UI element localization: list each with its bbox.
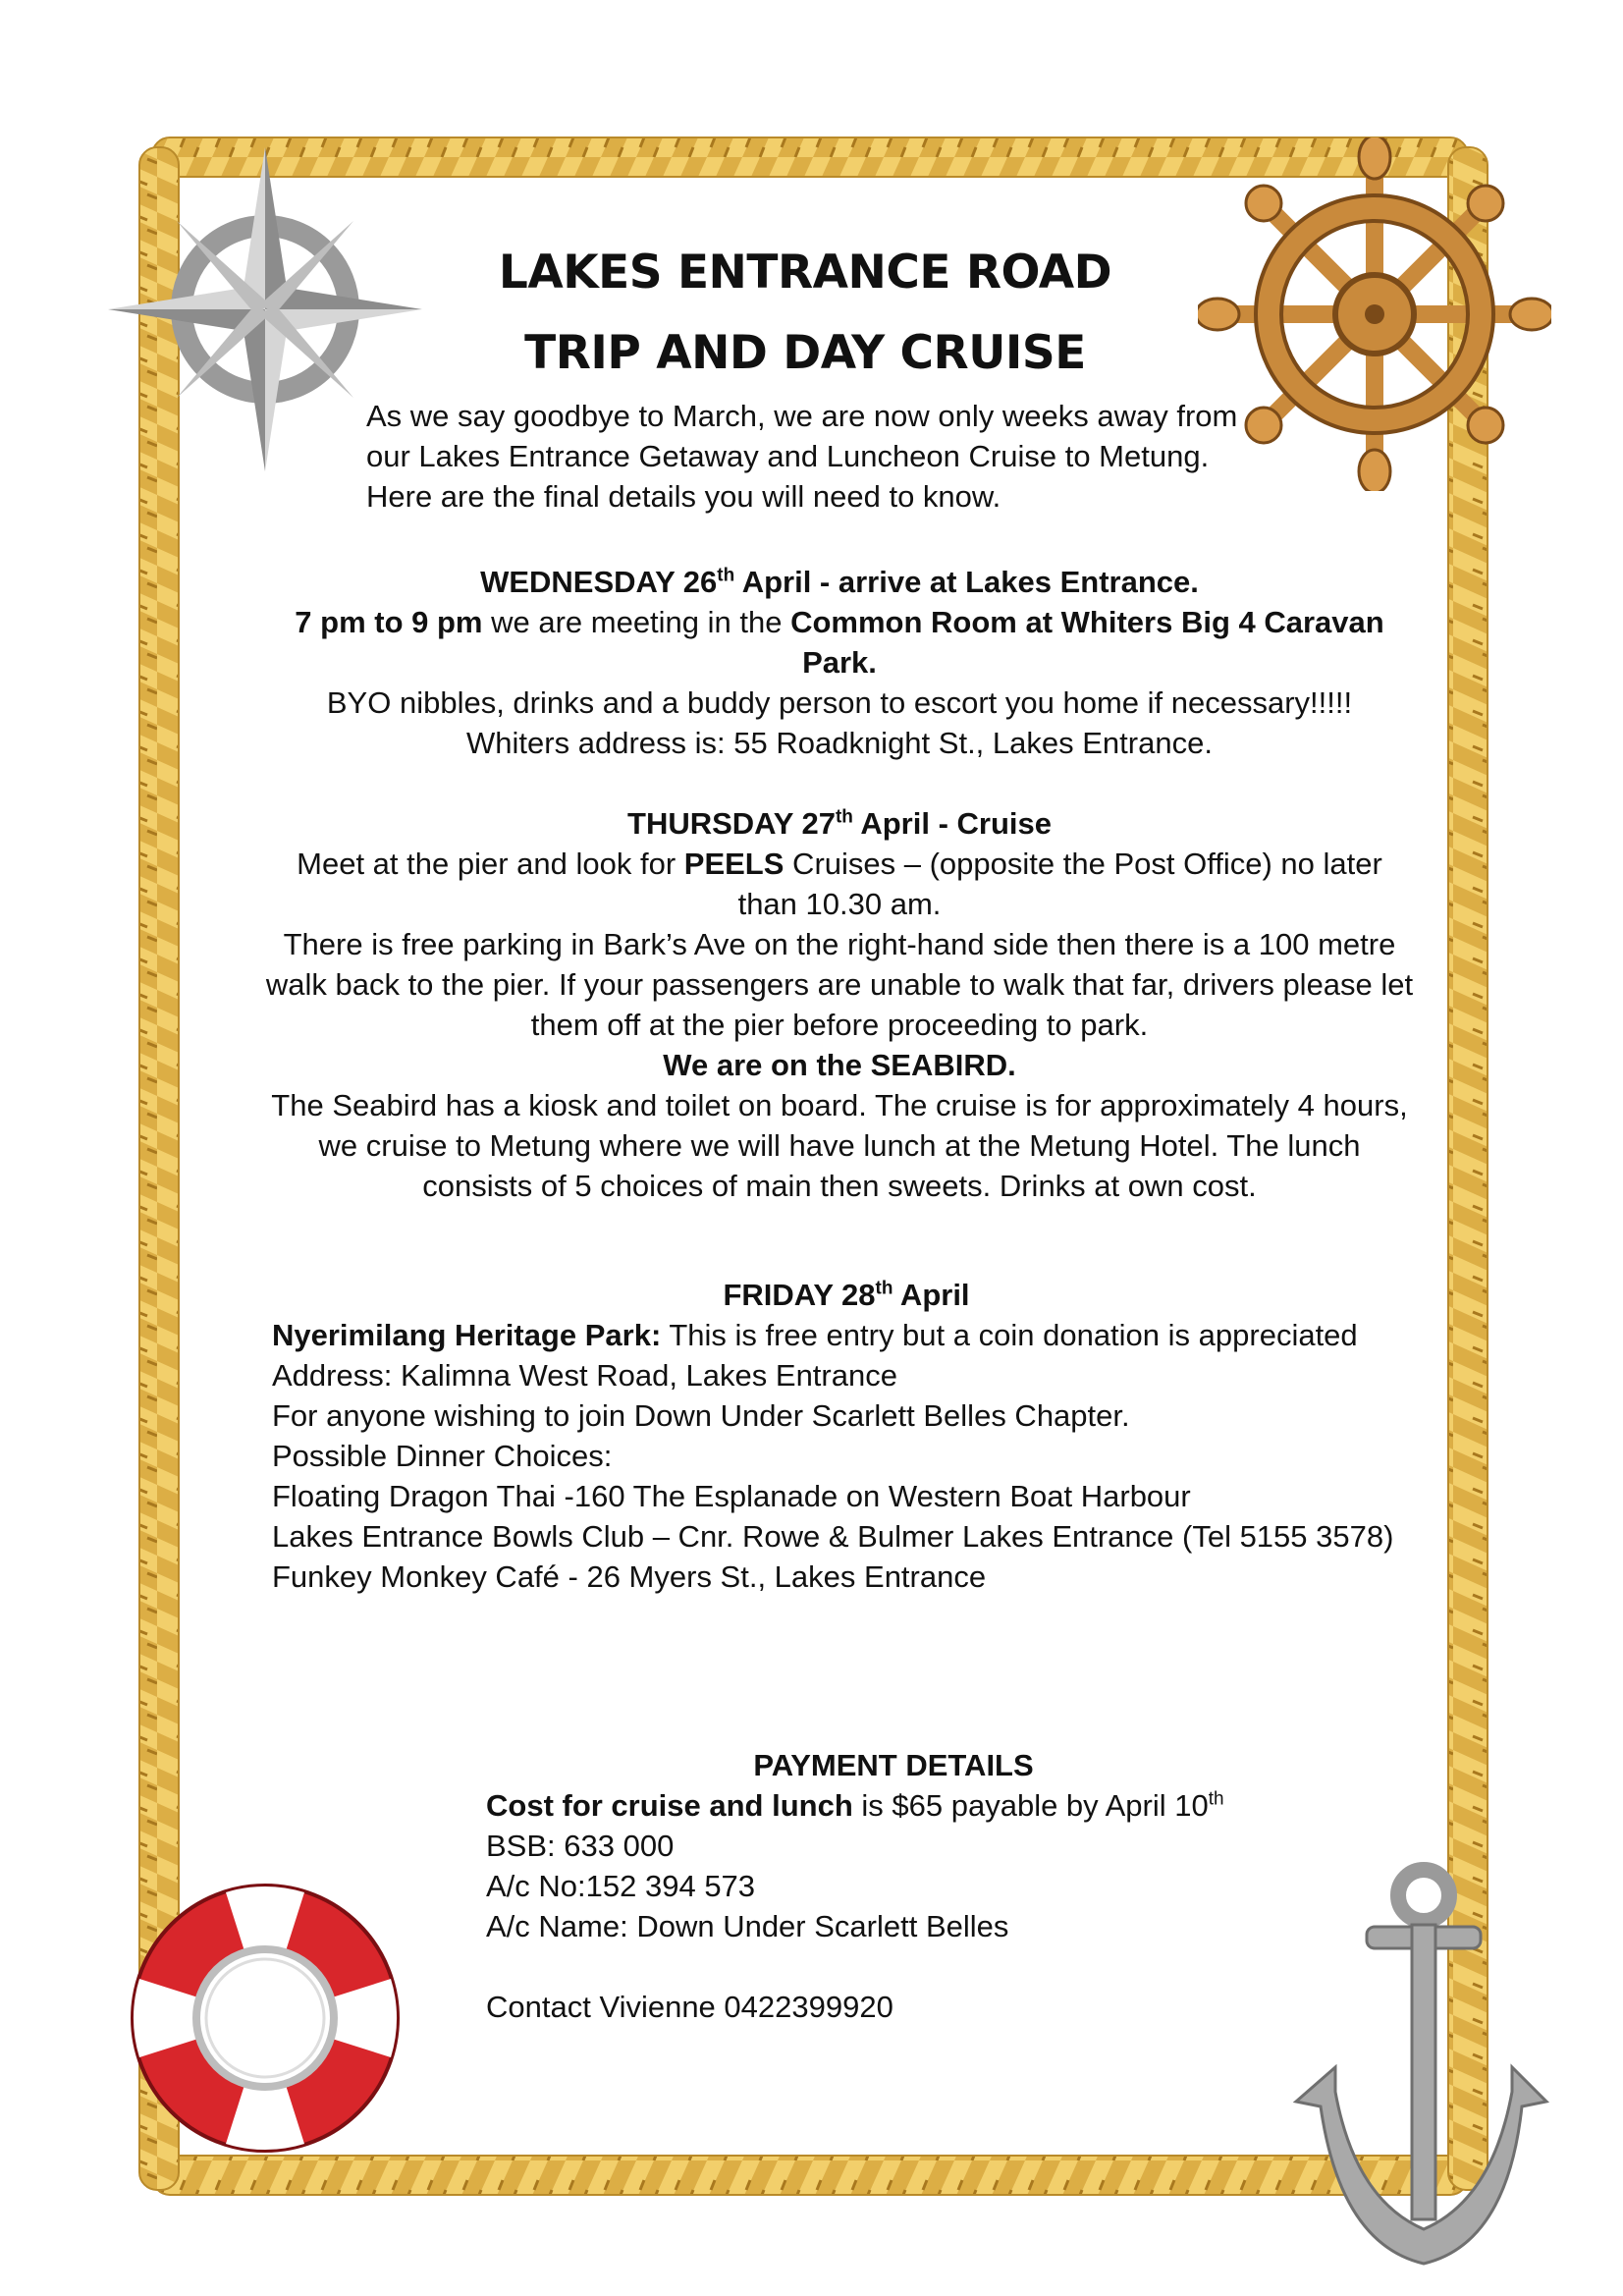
thursday-details: The Seabird has a kiosk and toilet on board. The cruise is for approximately 4 hours, we cruise to Metung where we will have lunch at the Metung Hotel. The lunch consists of 5 choices of main then sweets. Drinks at own cost. [271,1088,1408,1203]
wednesday-meeting: 7 pm to 9 pm we are meeting in the Common Room at Whiters Big 4 Caravan Park. [295,605,1384,680]
page-title-line-1: LAKES ENTRANCE ROAD [498,246,1112,300]
spacer [486,1946,1271,1987]
dinner-choice: Funkey Monkey Café - 26 Myers St., Lakes Entrance [272,1559,987,1594]
wednesday-byo: BYO nibbles, drinks and a buddy person to escort you home if necessary!!!!! [326,685,1353,720]
payment-details [486,1785,1271,2027]
payment-cost: Cost for cruise and lunch is $65 payable by April 10th [486,1788,1224,1823]
payment-account-name: A/c Name: Down Under Scarlett Belles [486,1909,1009,1943]
life-ring-icon [118,1856,412,2180]
payment-account-number: A/c No:152 394 573 [486,1869,756,1903]
friday-park: Nyerimilang Heritage Park: This is free entry but a coin donation is appreciated [272,1318,1358,1352]
wednesday-section [265,562,1414,763]
page-title-line-2: TRIP AND DAY CRUISE [524,326,1086,380]
thursday-heading: THURSDAY 27th April - Cruise [627,806,1052,841]
friday-section [272,1275,1421,1597]
anchor-icon [1276,1856,1551,2278]
thursday-meet: Meet at the pier and look for PEELS Cruises – (opposite the Post Office) no later than 10.30 am. [297,847,1382,921]
friday-heading: FRIDAY 28th April [723,1278,970,1312]
wednesday-heading: WEDNESDAY 26th April - arrive at Lakes Entrance. [480,565,1199,599]
payment-bsb: BSB: 633 000 [486,1829,675,1863]
intro-paragraph: As we say goodbye to March, we are now only weeks away from our Lakes Entrance Getaway and Luncheon Cruise to Metung. Here are the final details you will need to know. [366,399,1238,514]
thursday-parking: There is free parking in Bark’s Ave on the right-hand side then there is a 100 metre walk back to the pier. If your passengers are unable to walk that far, drivers please let them off at the pier before proceeding to park. [265,927,1414,1042]
thursday-boat: We are on the SEABIRD. [663,1048,1016,1082]
thursday-section [265,803,1414,1206]
dinner-choice: Floating Dragon Thai -160 The Esplanade on Western Boat Harbour [272,1479,1191,1513]
dinner-choice: Lakes Entrance Bowls Club – Cnr. Rowe & Bulmer Lakes Entrance (Tel 5155 3578) [272,1519,1394,1554]
friday-join: For anyone wishing to join Down Under Scarlett Belles Chapter. [272,1398,1130,1433]
payment-heading: PAYMENT DETAILS [753,1748,1034,1782]
friday-address: Address: Kalimna West Road, Lakes Entrance [272,1358,897,1393]
ship-wheel-icon [1198,137,1551,491]
dinner-choices-heading: Possible Dinner Choices: [272,1439,613,1473]
contact-line: Contact Vivienne 0422399920 [486,1990,893,2024]
wednesday-address: Whiters address is: 55 Roadknight St., Lakes Entrance. [466,726,1213,760]
